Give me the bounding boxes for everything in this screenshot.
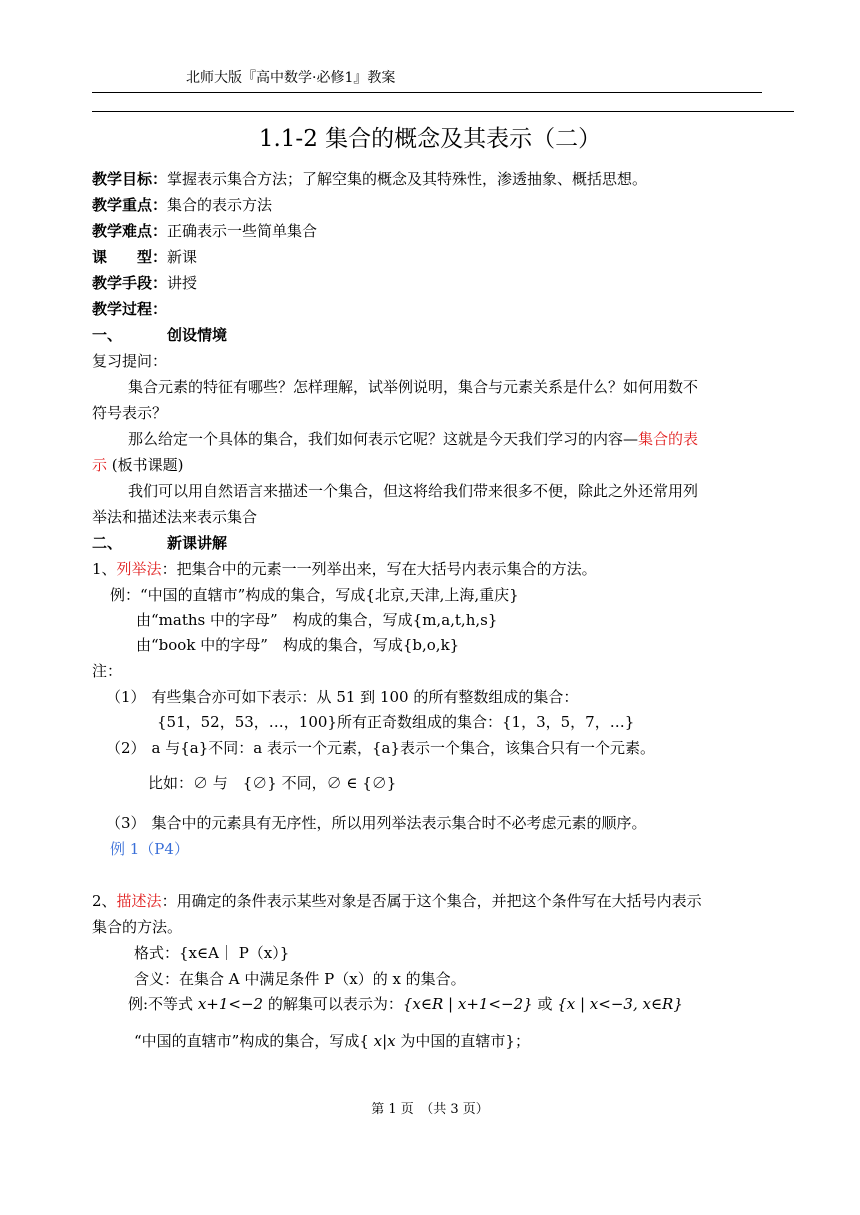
meta-label: 教学手段： (92, 274, 168, 292)
section-title: 创设情境 (167, 326, 228, 344)
meta-difficulties (92, 220, 317, 241)
meta-label: 教学目标： (92, 170, 168, 188)
meta-label: 教学难点： (92, 222, 168, 240)
description-method-definition (92, 890, 702, 911)
section-number: 一、 (92, 326, 123, 344)
description-example-2 (134, 1030, 530, 1051)
item-number: 1、 (92, 560, 117, 578)
review-label: 复习提问： (92, 352, 168, 370)
section-number: 二、 (92, 534, 123, 552)
listing-example-1: 例：“中国的直辖市”构成的集合，写成{北京,天津,上海,重庆} (110, 586, 519, 604)
section-1-heading (92, 324, 227, 345)
meta-objectives (92, 168, 647, 189)
review-paragraph-1: 集合元素的特征有哪些？怎样理解，试举例说明，集合与元素关系是什么？如何用数不 (128, 378, 699, 396)
review-paragraph-3: 我们可以用自然语言来描述一个集合，但这将给我们带来很多不便，除此之外还常用列 (128, 482, 699, 500)
term-description-method: 描述法 (116, 892, 162, 910)
section-2-heading (92, 532, 227, 553)
page-footer: 第 1 页 （共 3 页） (371, 1102, 489, 1117)
example-text: 为中国的直辖市}； (400, 1032, 530, 1050)
note-text: 有些集合亦可如下表示：从 51 到 100 的所有整数组成的集合： (151, 688, 579, 706)
review-paragraph-2-cont (92, 454, 184, 475)
note-number: （3） (106, 814, 146, 832)
description-meaning: 含义：在集合 A 中满足条件 P（x）的 x 的集合。 (134, 970, 466, 988)
definition-text: ：把集合中的元素一一列举出来，写在大括号内表示集合的方法。 (161, 560, 597, 578)
description-definition-cont: 集合的方法。 (92, 918, 183, 936)
example-text: 例:不等式 (128, 995, 198, 1013)
note-number: （1） (106, 688, 146, 706)
note-1 (106, 686, 578, 707)
meta-process (92, 298, 167, 319)
meta-value: 讲授 (167, 274, 198, 292)
meta-value: 新课 (167, 248, 198, 266)
note-number: （2） (106, 739, 146, 757)
review-paragraph-1-cont: 符号表示？ (92, 404, 168, 422)
meta-label: 教学过程： (92, 300, 168, 318)
paragraph-text: 那么给定一个具体的集合，我们如何表示它呢？这就是今天我们学习的内容— (128, 430, 639, 448)
note-2 (106, 737, 655, 758)
example-text: “中国的直辖市”构成的集合，写成{ (134, 1032, 369, 1050)
description-format: 格式：{x∈A｜ P（x）} (134, 944, 290, 962)
header-rule-long (92, 111, 794, 112)
inequality-formula: x+1<−2 (197, 995, 264, 1013)
note-1-cont: {51，52，53，…，100}所有正奇数组成的集合：{1，3，5，7，…} (157, 713, 635, 731)
review-paragraph-3-cont: 举法和描述法来表示集合 (92, 508, 258, 526)
listing-example-3: 由“book 中的字母” 构成的集合，写成{b,o,k} (136, 636, 460, 654)
paragraph-text: (板书课题) (107, 456, 184, 474)
term-listing-method: 列举法 (116, 560, 162, 578)
note-3 (106, 812, 647, 833)
set-formula: {x∈R | x+1<−2} (402, 995, 533, 1013)
page-title: 1.1-2 集合的概念及其表示（二） (258, 126, 602, 152)
note-text: a 与{a}不同：a 表示一个元素，{a}表示一个集合，该集合只有一个元素。 (151, 739, 656, 757)
topic-highlight: 示 (92, 456, 108, 474)
meta-label: 教学重点： (92, 196, 168, 214)
example-reference: 例 1（P4） (110, 840, 189, 858)
meta-lesson-type (92, 246, 197, 267)
meta-value: 集合的表示方法 (167, 196, 273, 214)
set-formula: {x | x<−3, x∈R} (557, 995, 683, 1013)
page-header: 北师大版『高中数学·必修1』教案 (186, 70, 396, 86)
topic-highlight: 集合的表 (638, 430, 699, 448)
meta-teaching-means (92, 272, 197, 293)
definition-text: ：用确定的条件表示某些对象是否属于这个集合，并把这个条件写在大括号内表示 (161, 892, 702, 910)
notes-label: 注： (92, 662, 123, 680)
example-text: 或 (532, 995, 558, 1013)
item-number: 2、 (92, 892, 117, 910)
example-text: 的解集可以表示为： (263, 995, 403, 1013)
section-title: 新课讲解 (167, 534, 228, 552)
meta-key-points (92, 194, 272, 215)
meta-value: 正确表示一些简单集合 (167, 222, 318, 240)
review-paragraph-2 (128, 428, 698, 449)
listing-example-2: 由“maths 中的字母” 构成的集合，写成{m,a,t,h,s} (136, 611, 498, 629)
note-2-example: 比如：∅ 与 {∅} 不同，∅ ∈ {∅} (148, 774, 397, 792)
set-builder-formula: x|x (368, 1032, 401, 1050)
header-rule (92, 92, 762, 93)
meta-label: 课 型： (92, 248, 168, 266)
note-text: 集合中的元素具有无序性，所以用列举法表示集合时不必考虑元素的顺序。 (151, 814, 647, 832)
description-example-1 (128, 993, 683, 1014)
listing-method-definition (92, 558, 597, 579)
meta-value: 掌握表示集合方法；了解空集的概念及其特殊性，渗透抽象、概括思想。 (167, 170, 648, 188)
